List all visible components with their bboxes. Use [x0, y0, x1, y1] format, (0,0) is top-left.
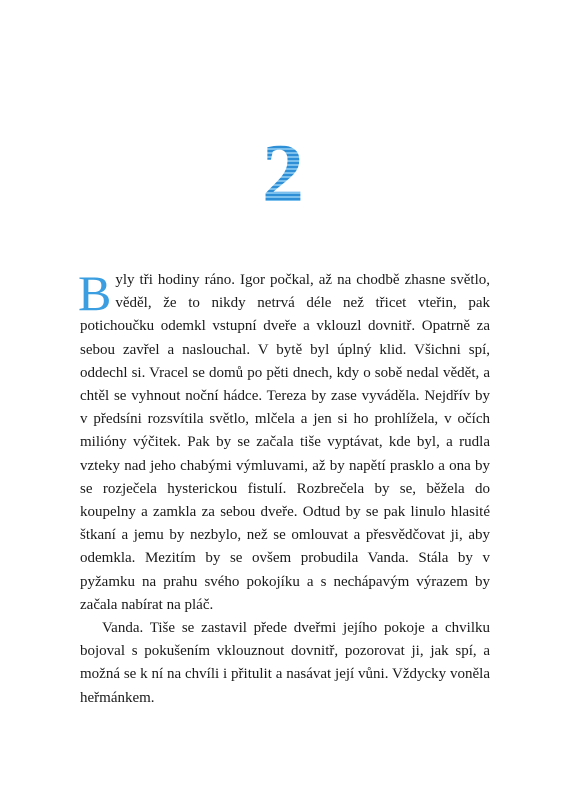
paragraph-2-text: Vanda. Tiše se zastavil přede dveřmi jejího pokoje a chvilku bojoval s pokušením vklouznout dovnitř, pozorovat ji, jak spí, a možná se k ní na chvíli i přitulit a nasávat její vůni. Vždycky voněla heřmánkem. — [80, 620, 490, 706]
chapter-number: 2 — [0, 132, 566, 216]
paragraph-1-text: yly tři hodiny ráno. Igor počkal, až na chodbě zhasne světlo, věděl, že to nikdy netrvá déle než třicet vteřin, pak potichoučku odemkl vstupní dveře a vklouzl dovnitř. Opatrně za sebou zavřel a naslouchal. V bytě byl úplný klid. Všichni spí, oddechl si. Vracel se domů po pěti dnech, kdy o sobě nedal vědět, a chtěl se vyhnout noční hádce. Tereza by zase vyváděla. Nejdřív by v předsíni rozsvítila světlo, mlčela a jen si ho prohlížela, v očích milióny výčitek. Pak by se začala tiše vyptávat, kde byl, a rudla vzteky nad jeho chabými výmluvami, až by napětí prasklo a ona by se rozječela hysterickou fistulí. Rozbrečela by se, běžela do koupelny a zamkla za sebou dveře. Odtud by se pak linulo hlasité štkaní a jemu by nezbylo, než se omlouvat a přesvědčovat ji, aby odemkla. Mezitím by se ovšem probudila Vanda. Stála by v pyžamku na prahu svého pokojíku a s nechápavým výrazem by začala nabírat na pláč. — [80, 272, 490, 613]
drop-cap: B — [78, 265, 112, 321]
paragraph-1 — [78, 265, 490, 617]
chapter-body — [78, 265, 490, 710]
paragraph-2 — [80, 617, 490, 710]
